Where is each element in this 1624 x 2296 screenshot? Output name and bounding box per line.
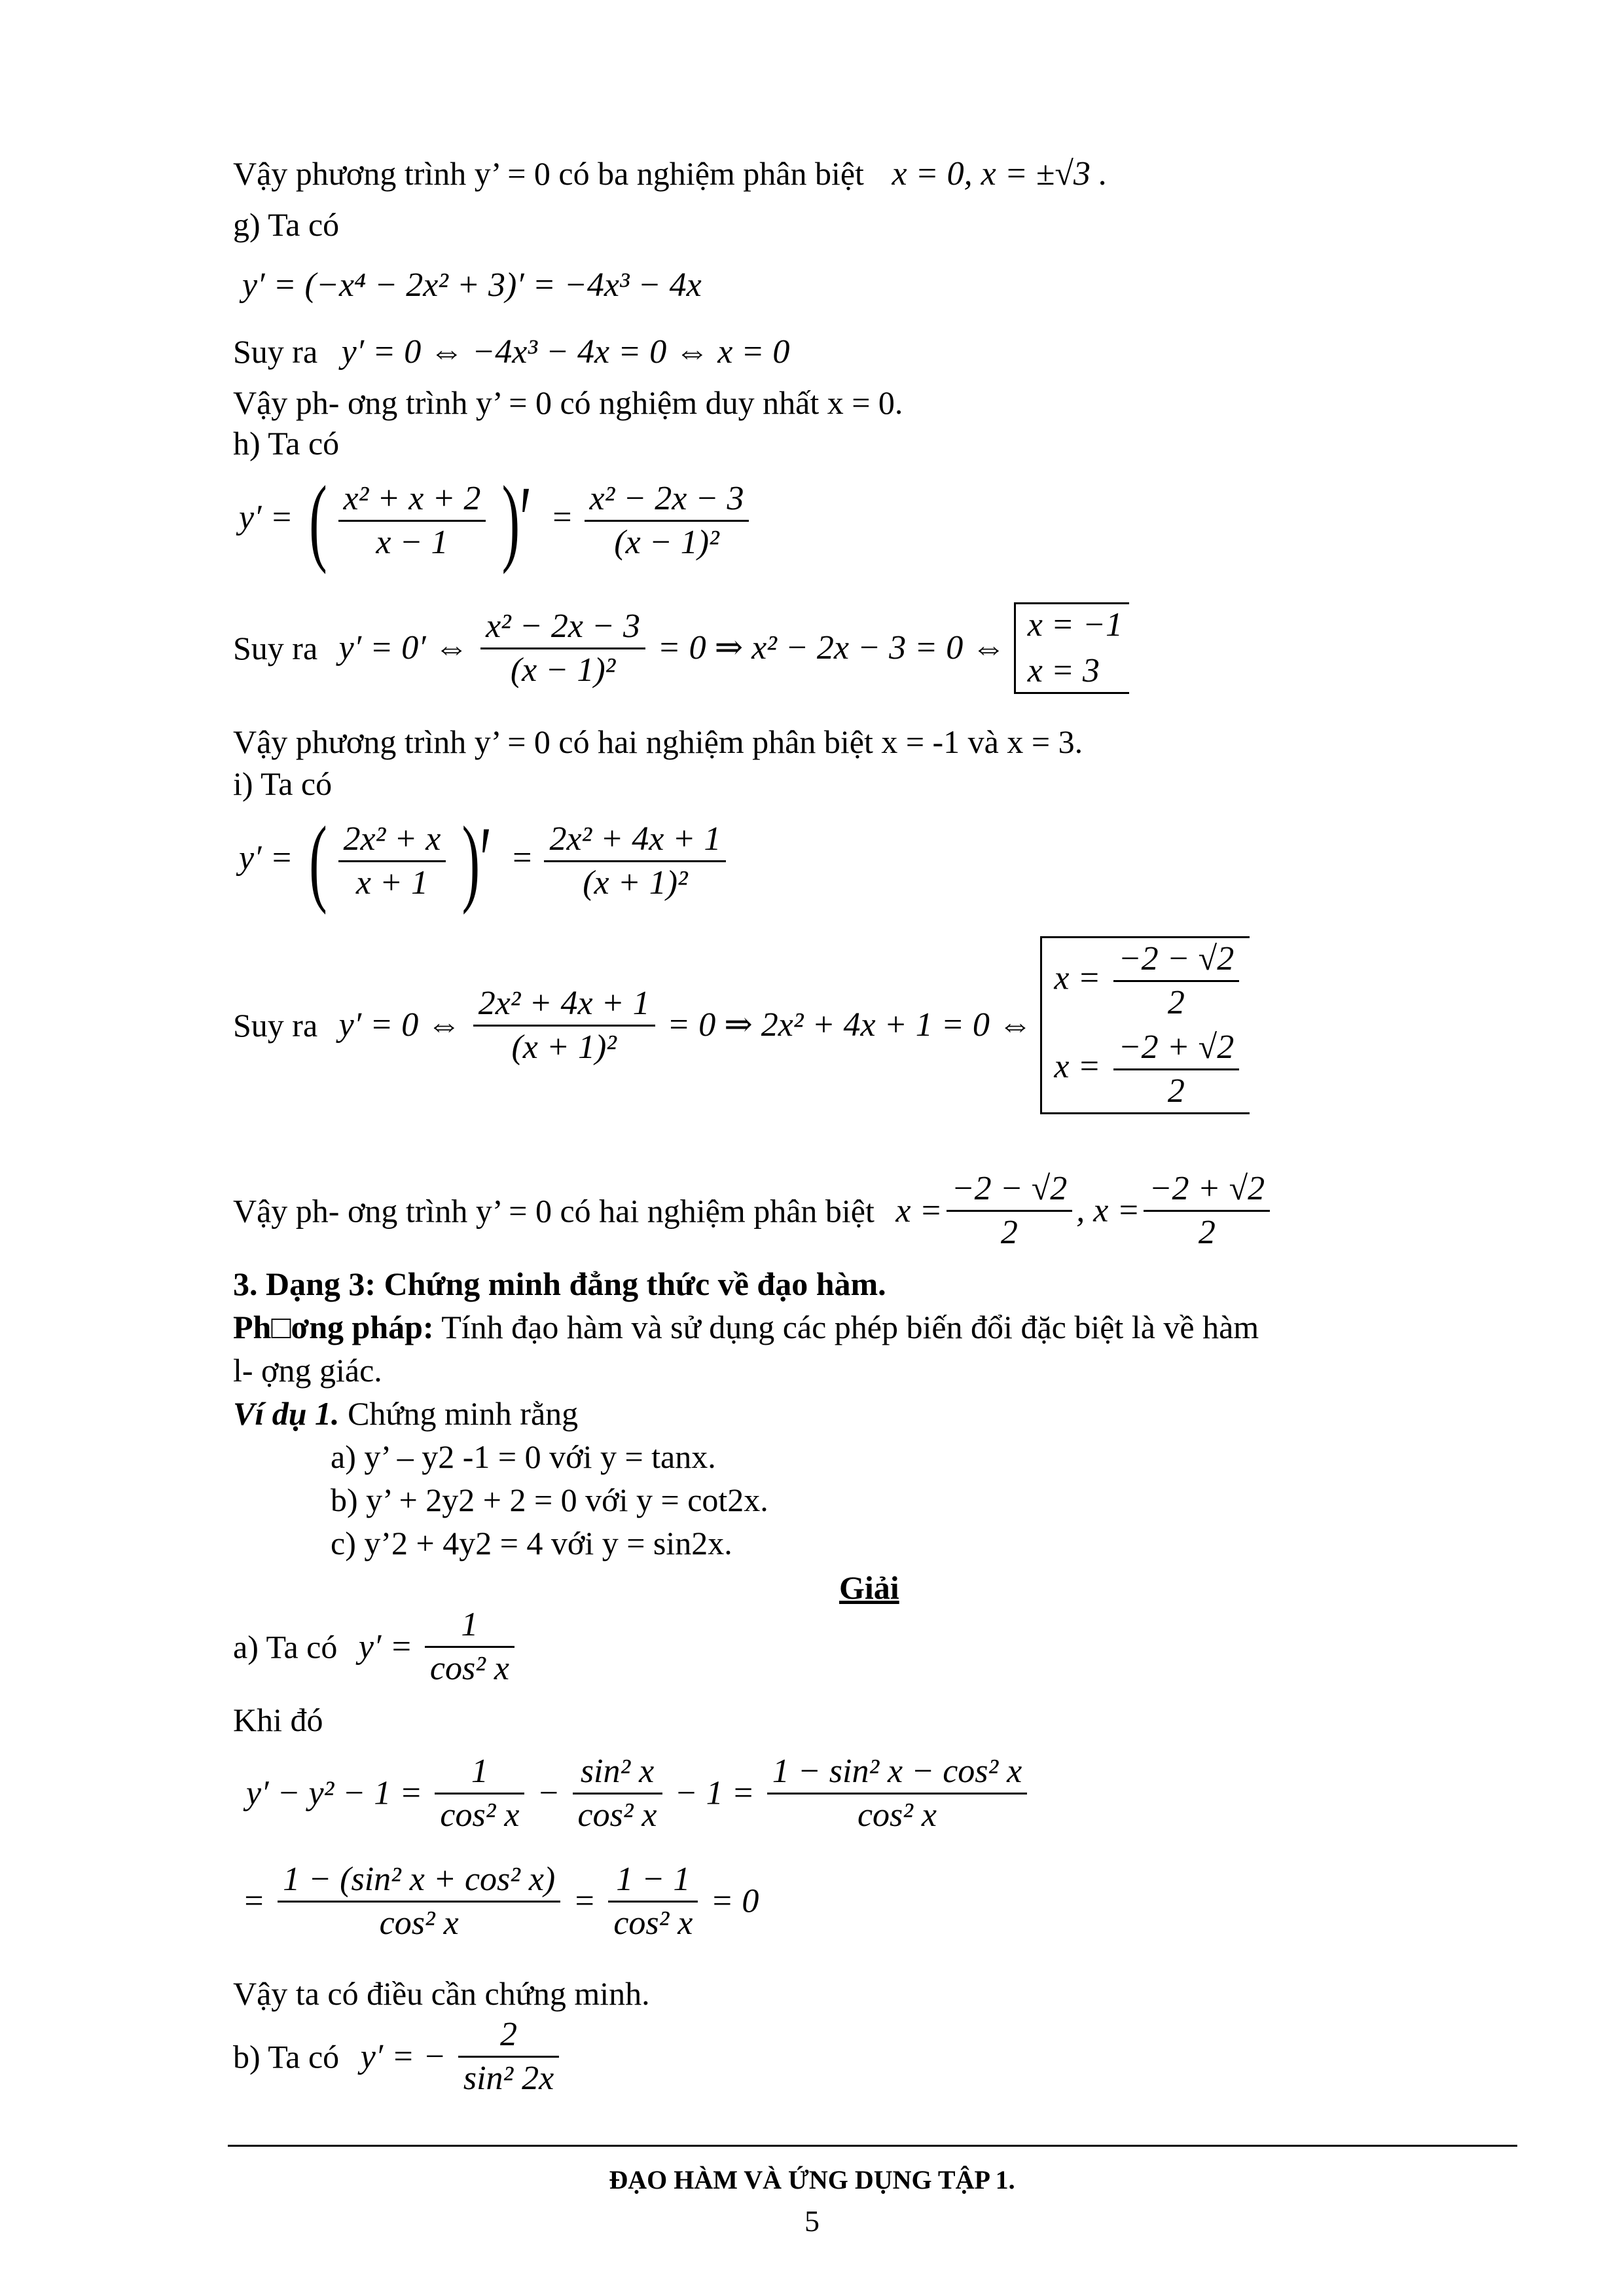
method-line: Ph□ơng pháp: Tính đạo hàm và sử dụng các phép biến đổi đặc biệt là về hàm <box>233 1309 1259 1345</box>
math-h-derivative: y′ = ( $\frac{\text{x² + x + 2}}{x - 1}$ )′ = $\frac{\text{x² − 2x − 3}}{\text{(x − 1)²}}$ <box>239 471 753 570</box>
example-item-c: c) y’2 + 4y2 = 4 với y = sin2x. <box>331 1525 732 1561</box>
fraction: $\frac{\text{2x² + 4x + 1}}{\text{(x + 1)²}}$ <box>544 822 726 900</box>
text-line: Vậy phương trình y’ = 0 có ba nghiệm phân biệt x = 0, x = ±√3 . <box>233 155 1108 192</box>
fraction: $\frac{\text{2x² + x}}{x + 1}$ <box>338 822 446 900</box>
text-line: Suy ra y′ = 0 ⇔ −4x³ − 4x = 0 ⇔ x = 0 <box>233 333 790 371</box>
footer-divider <box>228 2145 1517 2147</box>
solution-set: x = −1 x = 3 <box>1014 602 1129 694</box>
method-line-2: l- ợng giác. <box>233 1352 382 1389</box>
fraction: $\frac{\text{x² − 2x − 3}}{\text{(x − 1)²}}$ <box>585 482 749 560</box>
math-g-equation: y′ = 0 ⇔ −4x³ − 4x = 0 ⇔ x = 0 <box>341 333 790 371</box>
text-line: Vậy ph- ơng trình y’ = 0 có hai nghiệm phân biệt x = $\frac{-2 - √2}{2}$ , x = $\frac{-2 + √2}{2}$ <box>233 1172 1274 1250</box>
text-line: Suy ra y′ = 0 ⇔ $\frac{\text{2x² + 4x + 1}}{\text{(x + 1)²}}$ = 0 ⇒ 2x² + 4x + 1 = 0 ⇔ x = $\frac{-2 - √2}{2}$ x = $\frac{-2 + √2}{2}$ <box>233 936 1250 1114</box>
fraction: $\frac{\text{1 − sin² x − cos² x}}{\text{cos² x}}$ <box>767 1755 1028 1832</box>
solution-set: x = $\frac{-2 - √2}{2}$ x = $\frac{-2 + √2}{2}$ <box>1040 936 1250 1114</box>
fraction: $\frac{\text{sin² x}}{\text{cos² x}}$ <box>573 1755 662 1832</box>
part-g-heading: g) Ta có <box>233 206 340 243</box>
section-heading: 3. Dạng 3: Chứng minh đẳng thức về đạo hàm. <box>233 1266 886 1302</box>
fraction: $\frac{2}{\text{sin² 2x}}$ <box>458 2018 559 2096</box>
part-g-result: Vậy ph- ơng trình y’ = 0 có nghiệm duy nhất x = 0. <box>233 384 903 421</box>
math-roots: x = 0, x = ±√3 . <box>892 155 1108 192</box>
text-line: b) Ta có y′ = − $\frac{2}{\text{sin² 2x}}$ <box>233 2018 563 2096</box>
example-line: Ví dụ 1. Chứng minh rằng <box>233 1395 579 1432</box>
fraction: $\frac{-2 - √2}{2}$ <box>1113 942 1240 1020</box>
fraction: $\frac{1}{\text{cos² x}}$ <box>425 1608 514 1686</box>
fraction: $\frac{\text{2x² + 4x + 1}}{\text{(x + 1)²}}$ <box>473 987 655 1065</box>
math-a-step1: y′ − y² − 1 = $\frac{1}{\text{cos² x}}$ − $\frac{\text{sin² x}}{\text{cos² x}}$ − 1 = $\frac{\text{1 − sin² x − cos² x}}{\text{cos² x}}$ <box>246 1755 1031 1832</box>
fraction: $\frac{1 - 1}{\text{cos² x}}$ <box>608 1863 698 1941</box>
fraction: $\frac{1}{\text{cos² x}}$ <box>435 1755 524 1832</box>
page-number: 5 <box>804 2204 820 2238</box>
text-line: Suy ra y′ = 0′ ⇔ $\frac{\text{x² − 2x − 3}}{\text{(x − 1)²}}$ = 0 ⇒ x² − 2x − 3 = 0 ⇔ x = −1 x = 3 <box>233 602 1129 694</box>
footer-title: ĐẠO HÀM VÀ ỨNG DỤNG TẬP 1. <box>609 2165 1015 2195</box>
fraction: $\frac{\text{x² − 2x − 3}}{\text{(x − 1)²}}$ <box>480 610 645 687</box>
fraction: $\frac{\text{1 − (sin² x + cos² x)}}{\text{cos² x}}$ <box>278 1863 560 1941</box>
part-h-result: Vậy phương trình y’ = 0 có hai nghiệm phân biệt x = -1 và x = 3. <box>233 723 1083 760</box>
fraction: $\frac{\text{x² + x + 2}}{x - 1}$ <box>338 482 486 560</box>
math-a-step2: = $\frac{\text{1 − (sin² x + cos² x)}}{\text{cos² x}}$ = $\frac{1 - 1}{\text{cos² x}}$ = 0 <box>242 1861 759 1942</box>
text-line: Khi đó <box>233 1702 323 1738</box>
example-item-a: a) y’ – y2 -1 = 0 với y = tanx. <box>331 1438 716 1475</box>
part-i-heading: i) Ta có <box>233 765 333 802</box>
conclusion: Vậy ta có điều cần chứng minh. <box>233 1975 650 2012</box>
math-g-derivative: y′ = (−x⁴ − 2x² + 3)′ = −4x³ − 4x <box>242 266 702 304</box>
part-h-heading: h) Ta có <box>233 425 340 462</box>
math-i-derivative: y′ = ( $\frac{\text{2x² + x}}{x + 1}$ )′ = $\frac{\text{2x² + 4x + 1}}{\text{(x + 1)²}}$ <box>239 812 730 910</box>
example-item-b: b) y’ + 2y2 + 2 = 0 với y = cot2x. <box>331 1482 768 1518</box>
text-line: a) Ta có y′ = $\frac{1}{\text{cos² x}}$ <box>233 1608 518 1686</box>
fraction: $\frac{-2 + √2}{2}$ <box>1113 1030 1240 1108</box>
fraction: $\frac{-2 - √2}{2}$ <box>947 1172 1073 1250</box>
fraction: $\frac{-2 + √2}{2}$ <box>1144 1172 1270 1250</box>
solution-heading: Giải <box>839 1569 899 1606</box>
